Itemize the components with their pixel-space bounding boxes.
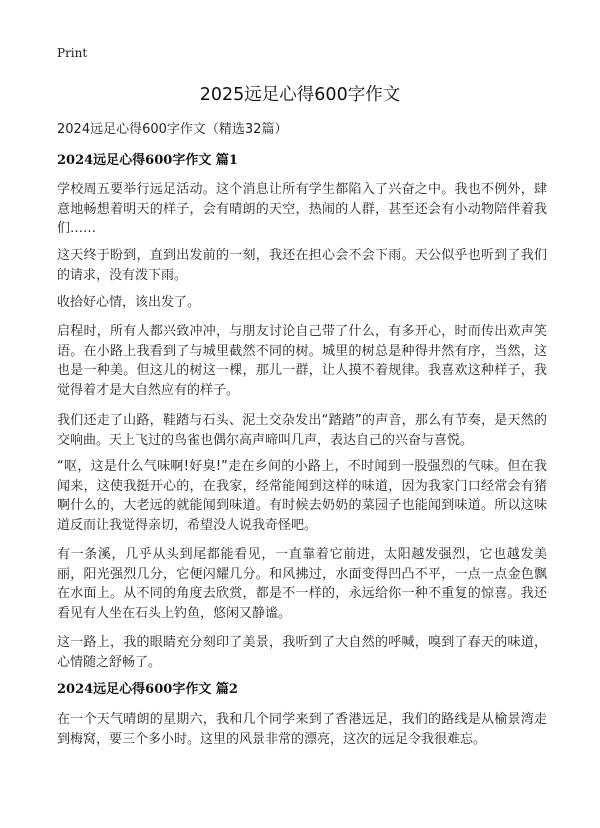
- paragraph: 这一路上，我的眼睛充分刻印了美景，我听到了大自然的呼喊，嗅到了春天的味道，心情随之舒畅了。: [57, 635, 547, 670]
- print-link[interactable]: Print: [57, 46, 88, 60]
- paragraph: “呕，这是什么气味啊!好臭!”走在乡间的小路上，不时闻到一股强烈的气味。但在我闻来，这使我挺开心的，在我家，经常能闻到这样的味道，因为我家门口经常会有猪啊什么的，大老远的就能闻到味道。有时候去奶奶的菜园子也能闻到味道。所以这味道反而让我觉得亲切，希望没人说我奇怪吧。: [57, 459, 547, 533]
- paragraph: 在一个天气晴朗的星期六，我和几个同学来到了香港远足，我们的路线是从榆景湾走到梅窝，要三个多小时。这里的风景非常的漂亮，这次的远足令我很难忘。: [57, 712, 547, 747]
- paragraph: 我们还走了山路，鞋踏与石头、泥土交杂发出“踏踏”的声音，那么有节奏，是天然的交响曲。天上飞过的鸟雀也偶尔高声啼叫几声，表达自己的兴奋与喜悦。: [57, 413, 547, 448]
- page-title: 2025远足心得600字作文: [199, 85, 401, 105]
- paragraph: 学校周五要举行远足活动。这个消息让所有学生都陷入了兴奋之中。我也不例外，肆意地畅想着明天的样子，会有晴朗的天空，热闹的人群，甚至还会有小动物陪伴着我们……: [57, 182, 547, 236]
- paragraph: 有一条溪，几乎从头到尾都能看见，一直靠着它前进，太阳越发强烈，它也越发美丽，阳光强烈几分，它便闪耀几分。和风拂过，水面变得凹凸不平，一点一点金色飘在水面上。从不同的角度去欣赏，都是不一样的，永远给你一种不重复的惊喜。我还看见有人坐在石头上钓鱼，悠闲又静谧。: [57, 547, 547, 621]
- section-heading: 2024远足心得600字作文 篇1: [57, 153, 238, 168]
- section-heading: 2024远足心得600字作文 篇2: [57, 682, 238, 697]
- subtitle: 2024远足心得600字作文（精选32篇）: [57, 122, 288, 137]
- paragraph: 启程时，所有人都兴致冲冲，与朋友讨论自己带了什么，有多开心，时而传出欢声笑语。在小路上我看到了与城里截然不同的树。城里的树总是种得井然有序，当然，这也是一种美。但这儿的树这一棵，那儿一群，让人摸不着规律。我喜欢这种样子，我觉得着才是大自然应有的样子。: [57, 324, 547, 398]
- paragraph: 收拾好心情，该出发了。: [57, 295, 201, 310]
- paragraph: 这天终于盼到，直到出发前的一刻，我还在担心会不会下雨。天公似乎也听到了我们的请求，没有泼下雨。: [57, 248, 547, 283]
